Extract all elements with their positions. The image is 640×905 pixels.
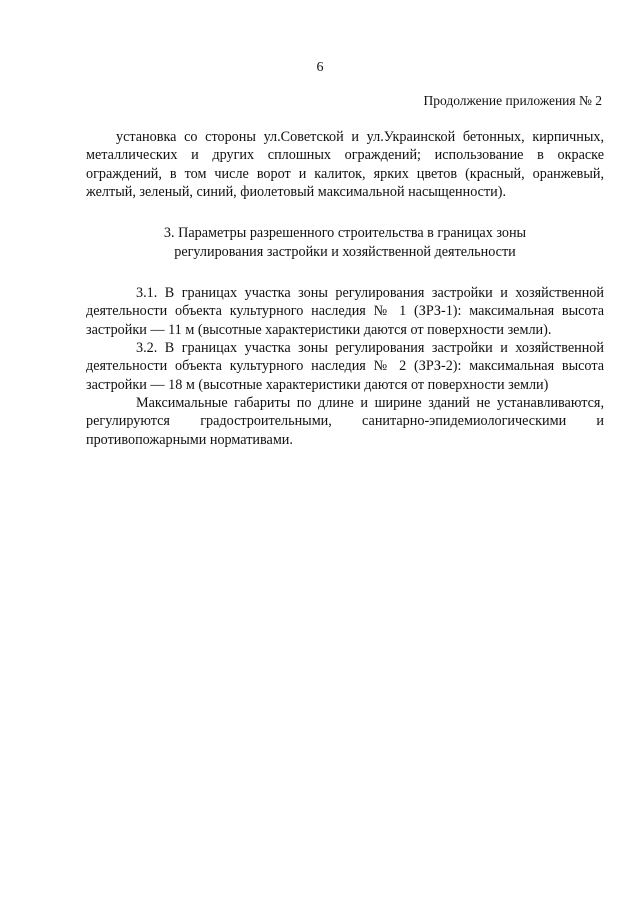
final-paragraph: Максимальные габариты по длине и ширине зданий не устанавливаются, регулируются градостроительными, санитарно-эпидемиологическими и противопожарными нормативами. — [86, 394, 604, 448]
document-body — [86, 128, 604, 449]
section-heading-line-1: 3. Параметры разрешенного строительства в границах зоны — [163, 225, 527, 242]
section-heading — [86, 224, 604, 262]
page-number: 6 — [316, 60, 324, 75]
item-3-1: 3.1. В границах участка зоны регулирования застройки и хозяйственной деятельности объекта культурного наследия № 1 (ЗРЗ-1): максимальная высота застройки — 11 м (высотные характеристики даются от поверхности земли). — [86, 285, 604, 338]
appendix-continuation-note: Продолжение приложения № 2 — [423, 93, 602, 108]
section-heading-line-2: регулирования застройки и хозяйственной деятельности — [174, 244, 516, 261]
intro-paragraph: установка со стороны ул.Советской и ул.Украинской бетонных, кирпичных, металлических и других сплошных ограждений; использование в окраске ограждений, в том числе ворот и калиток, ярких цветов (красный, оранжевый, желтый, зеленый, синий, фиолетовый максимальной насыщенности). — [86, 129, 604, 200]
item-3-2: 3.2. В границах участка зоны регулирования застройки и хозяйственной деятельности объекта культурного наследия № 2 (ЗРЗ-2): максимальная высота застройки — 18 м (высотные характеристики даются от поверхности земли) — [86, 340, 604, 393]
